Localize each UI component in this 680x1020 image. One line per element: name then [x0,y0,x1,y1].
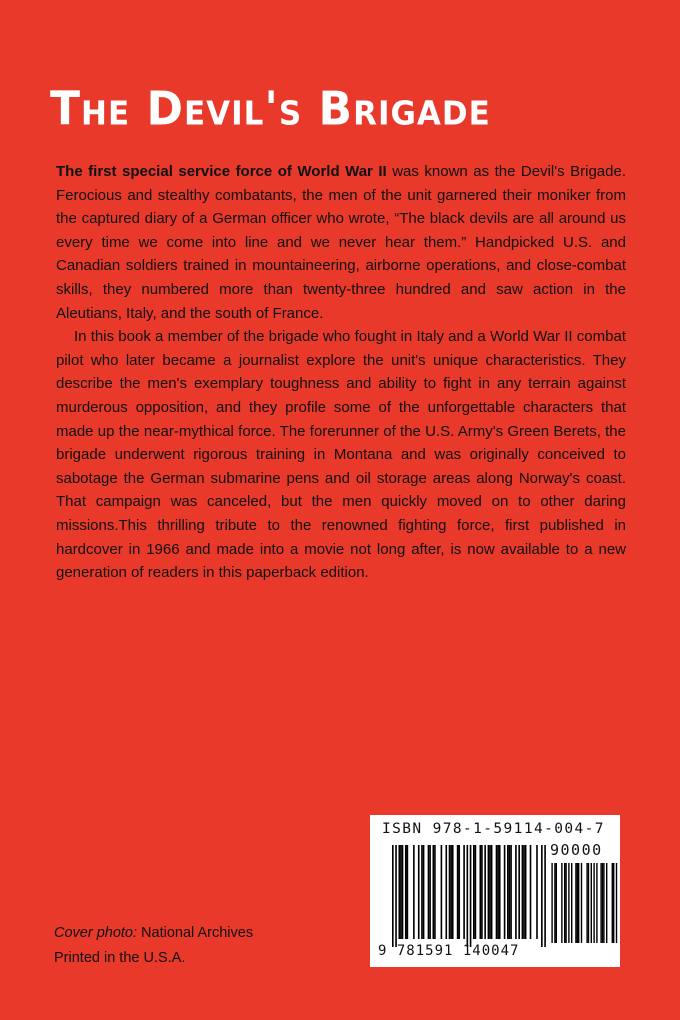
addon-bar [596,863,597,943]
addon-bar [581,863,582,943]
barcode-bar [488,845,490,939]
blurb-paragraph-1 [56,160,626,325]
blurb-paragraph-1-text: was known as the Devil's Brigade. Ferocious and stealthy combatants, the men of the unit garnered their moniker from the captured diary of a German officer who wrote, “The black devils are all around us every time we come into line and we never hear them.” Handpicked U.S. and Canadian soldiers trained in mountaineering, airborne operations, and close-combat skills, they numbered more than twenty-three hundred and saw action in the Aleutians, Italy, and the south of France. [56,163,626,322]
blurb-lead-text: The first special service force of World War II [56,163,387,180]
addon-bar [575,863,576,943]
addon-bar [564,863,565,943]
barcode-bar [489,845,491,939]
barcode-bar [421,845,423,939]
addon-bar [556,863,557,943]
addon-bar [602,863,603,943]
barcode-bar [392,845,394,947]
barcode-bar [544,845,546,947]
barcode-bar [423,845,425,939]
addon-bar [591,863,592,943]
barcode-bar [470,845,472,947]
barcode-bar [523,845,525,939]
addon-bar [588,863,589,943]
addon-bar [561,863,562,943]
barcode-bar [481,845,483,939]
price-code: 90000 [550,841,603,859]
barcode-bar [522,845,524,939]
cover-photo-source: National Archives [137,925,254,941]
cover-photo-credit [54,921,253,946]
barcode-bar [398,845,400,939]
barcode-bar [450,845,452,939]
barcode-bar [496,845,498,939]
barcode-bar [434,845,436,939]
addon-bar [612,863,613,943]
barcode-bar [449,845,451,939]
barcode-bar [395,845,397,947]
barcode-bar [509,845,511,939]
barcode-bar [413,845,415,939]
barcode-bar [467,845,469,947]
barcode-bar [400,845,402,939]
addon-bar [554,863,555,943]
barcode-bar [463,845,465,939]
blurb-paragraph-2: In this book a member of the brigade who fought in Italy and a World War II combat pilot who later became a journalist explore the unit's unique characteristics. They describe the men's exemplary toughness and ability to fight in any terrain against murderous opposition, and they profile some of the unforgettable characters that made up the near-mythical force. The forerunner of the U.S. Army's Green Berets, the brigade underwent rigorous training in Montana and was originally conceived to sabotage the German submarine pens and oil storage areas along Norway's coast. That campaign was canceled, but the men quickly moved on to other daring missions.This thrilling tribute to the renowned fighting force, first published in hardcover in 1966 and made into a movie not long after, is now available to a new generation of readers in this paperback edition. [56,328,626,582]
barcode-bar [452,845,454,939]
barcode-bar [402,845,404,939]
barcode-bar [418,845,420,939]
barcode-bar [441,845,443,939]
barcode-bar [536,845,538,939]
barcode-bar [457,845,459,939]
barcode-bar [525,845,527,939]
barcode-bar [518,845,520,939]
back-cover-blurb [56,160,626,585]
addon-bar [586,863,587,943]
ean-digits: 9 781591 140047 [378,943,520,959]
barcode-bar [429,845,431,939]
cover-photo-label: Cover photo: [54,925,138,941]
addon-bar [568,863,569,943]
barcode-bar [497,845,499,939]
barcode-bar [479,845,481,939]
addon-bar [551,863,552,943]
addon-bar [603,863,604,943]
barcode-bar [515,845,517,939]
addon-bar [578,863,579,943]
barcode-bar [445,845,447,939]
book-title: The Devil's Brigade [50,82,491,137]
isbn-barcode [370,815,620,967]
addon-bar [613,863,614,943]
isbn-text: ISBN 978-1-59114-004-7 [382,821,605,837]
printed-in: Printed in the U.S.A. [54,950,186,966]
barcode-bar [499,845,501,939]
addon-bar [616,863,617,943]
barcode-bar [530,845,532,939]
barcode-bar [458,845,460,939]
barcode-bar [510,845,512,939]
addon-bar [593,863,594,943]
barcode-bar [491,845,493,939]
barcode-bar [433,845,435,939]
credits [54,921,253,971]
barcode-bar [475,845,477,939]
barcode-bar [541,845,543,947]
barcode-bar [507,845,509,939]
barcode-bar [407,845,409,939]
barcode-bar [428,845,430,939]
barcode-bar [484,845,486,939]
barcode-bar [473,845,475,939]
addon-bar [606,863,607,943]
addon-bar [577,863,578,943]
addon-bar [600,863,601,943]
addon-bar [571,863,572,943]
addon-bar [565,863,566,943]
barcode-bar [504,845,506,939]
barcode-bar [405,845,407,939]
